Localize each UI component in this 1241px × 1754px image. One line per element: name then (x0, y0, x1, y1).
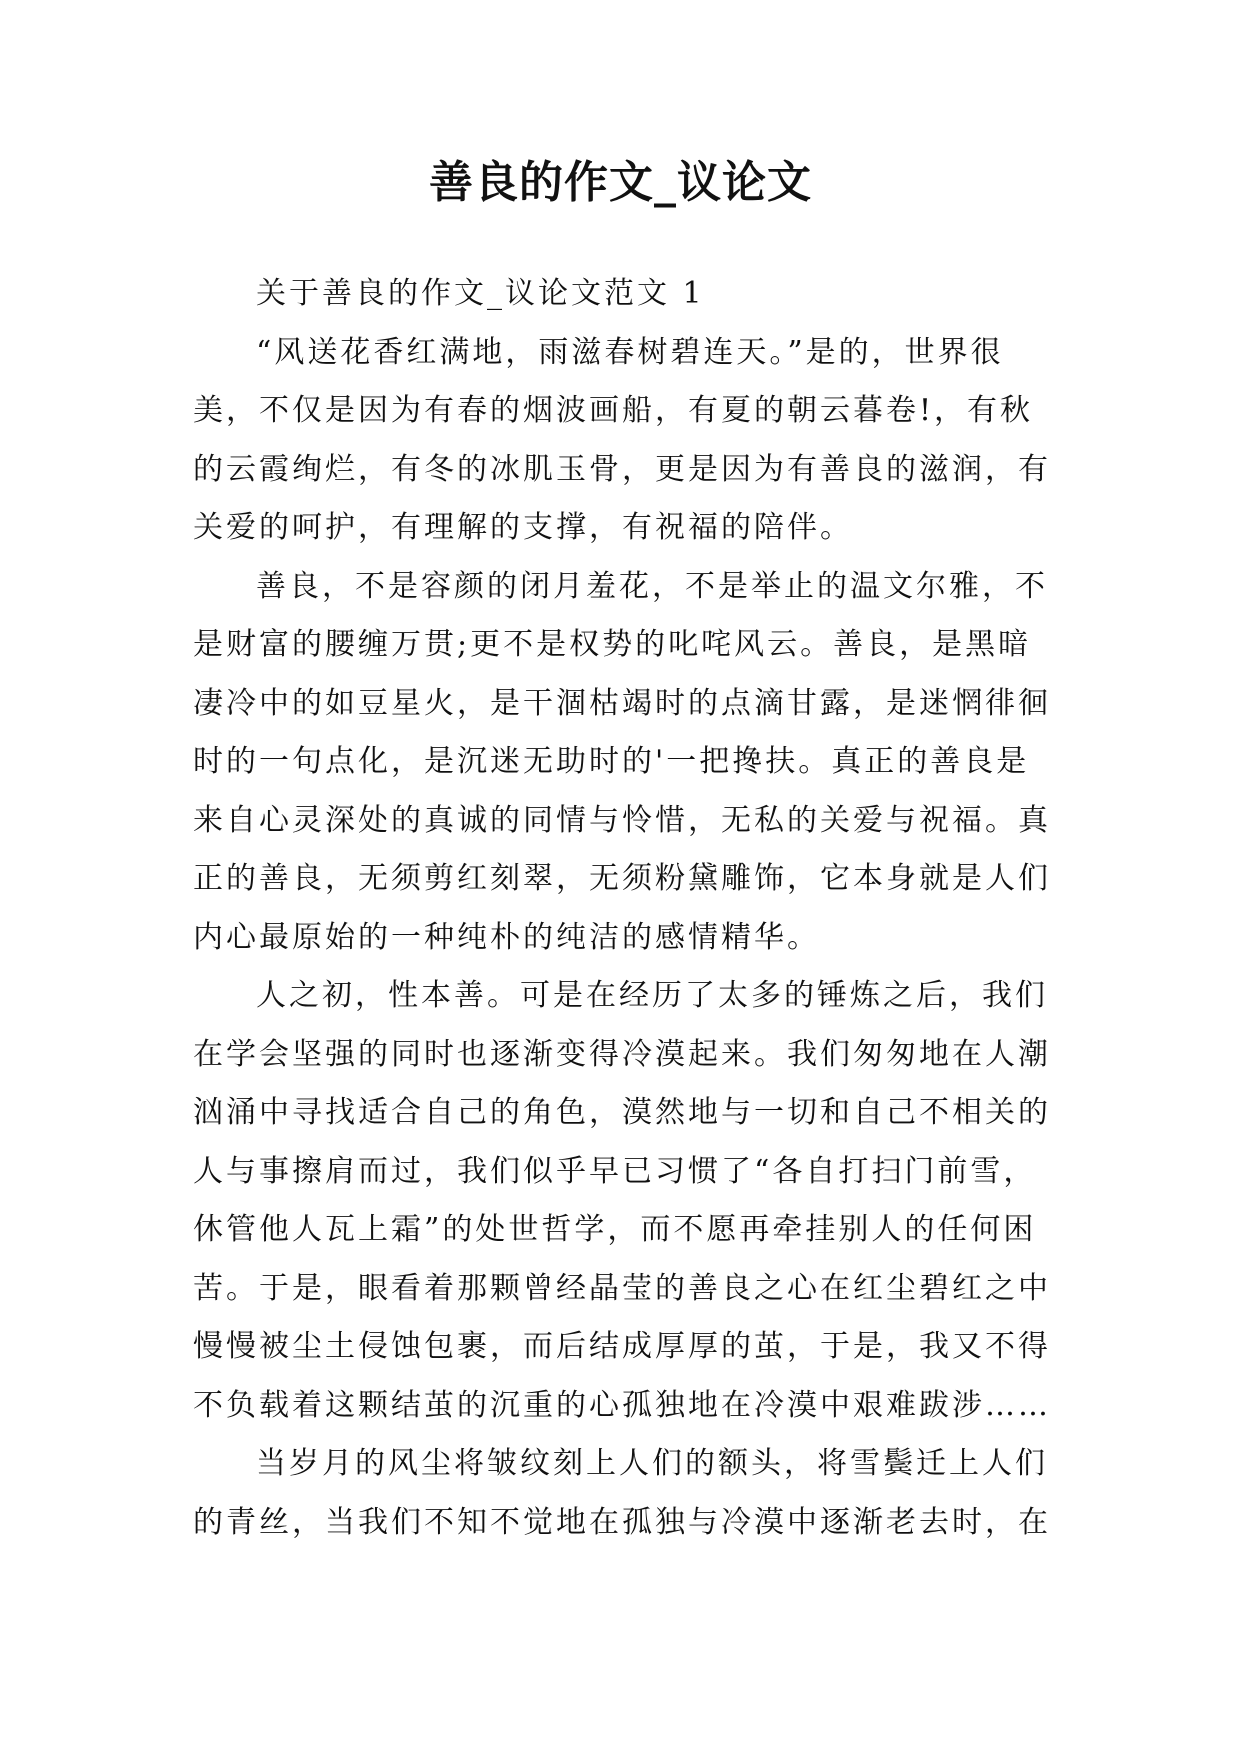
text-line: 在学会坚强的同时也逐渐变得冷漠起来。我们匆匆地在人潮 (193, 1036, 1051, 1072)
text-line: 时的一句点化，是沉迷无助时的'一把搀扶。真正的善良是 (193, 744, 1030, 779)
text-line: 关爱的呵护，有理解的支撑，有祝福的陪伴。 (193, 510, 853, 545)
text-line: 人之初，性本善。可是在经历了太多的锤炼之后，我们 (256, 978, 1048, 1013)
text-line: 休管他人瓦上霜”的处世哲学，而不愿再牵挂别人的任何困 (193, 1212, 1037, 1247)
text-line: 正的善良，无须剪红刻翠，无须粉黛雕饰，它本身就是人们 (193, 861, 1051, 896)
text-line: 当岁月的风尘将皱纹刻上人们的额头，将雪鬓迁上人们 (256, 1446, 1048, 1481)
document-body (193, 265, 1063, 1552)
text-line: 的青丝，当我们不知不觉地在孤独与冷漠中逐渐老去时，在 (193, 1504, 1051, 1540)
text-line: 内心最原始的一种纯朴的纯洁的感情精华。 (193, 919, 820, 955)
text-line: 汹涌中寻找适合自己的角色，漠然地与一切和自己不相关的 (193, 1095, 1051, 1130)
paragraph (193, 967, 1063, 1435)
paragraph (193, 324, 1063, 558)
paragraph (193, 558, 1063, 968)
text-line: 不负载着这颗结茧的沉重的心孤独地在冷漠中艰难跋涉…… (193, 1387, 1051, 1423)
text-line: 慢慢被尘土侵蚀包裹，而后结成厚厚的茧，于是，我又不得 (193, 1329, 1051, 1364)
text-line: 人与事擦肩而过，我们似乎早已习惯了“各自打扫门前雪， (193, 1153, 1037, 1189)
text-line: 美，不仅是因为有春的烟波画船，有夏的朝云暮卷!，有秋 (193, 393, 1034, 428)
paragraph (193, 1435, 1063, 1552)
text-line: 凄冷中的如豆星火，是干涸枯竭时的点滴甘露，是迷惘徘徊 (193, 685, 1051, 721)
text-line: 善良，不是容颜的闭月羞花，不是举止的温文尔雅，不 (256, 568, 1048, 604)
document-subtitle: 关于善良的作文_议论文范文 1 (256, 276, 705, 311)
text-line: “风送花香红满地，雨滋春树碧连天。”是的，世界很 (256, 334, 1004, 370)
text-line: 来自心灵深处的真诚的同情与怜惜，无私的关爱与祝福。真 (193, 802, 1051, 838)
text-line: 苦。于是，眼看着那颗曾经晶莹的善良之心在红尘碧红之中 (193, 1270, 1051, 1306)
text-line: 的云霞绚烂，有冬的冰肌玉骨，更是因为有善良的滋润，有 (193, 451, 1051, 487)
text-line: 是财富的腰缠万贯;更不是权势的叱咤风云。善良，是黑暗 (193, 627, 1032, 662)
document-title: 善良的作文_议论文 (429, 157, 812, 208)
